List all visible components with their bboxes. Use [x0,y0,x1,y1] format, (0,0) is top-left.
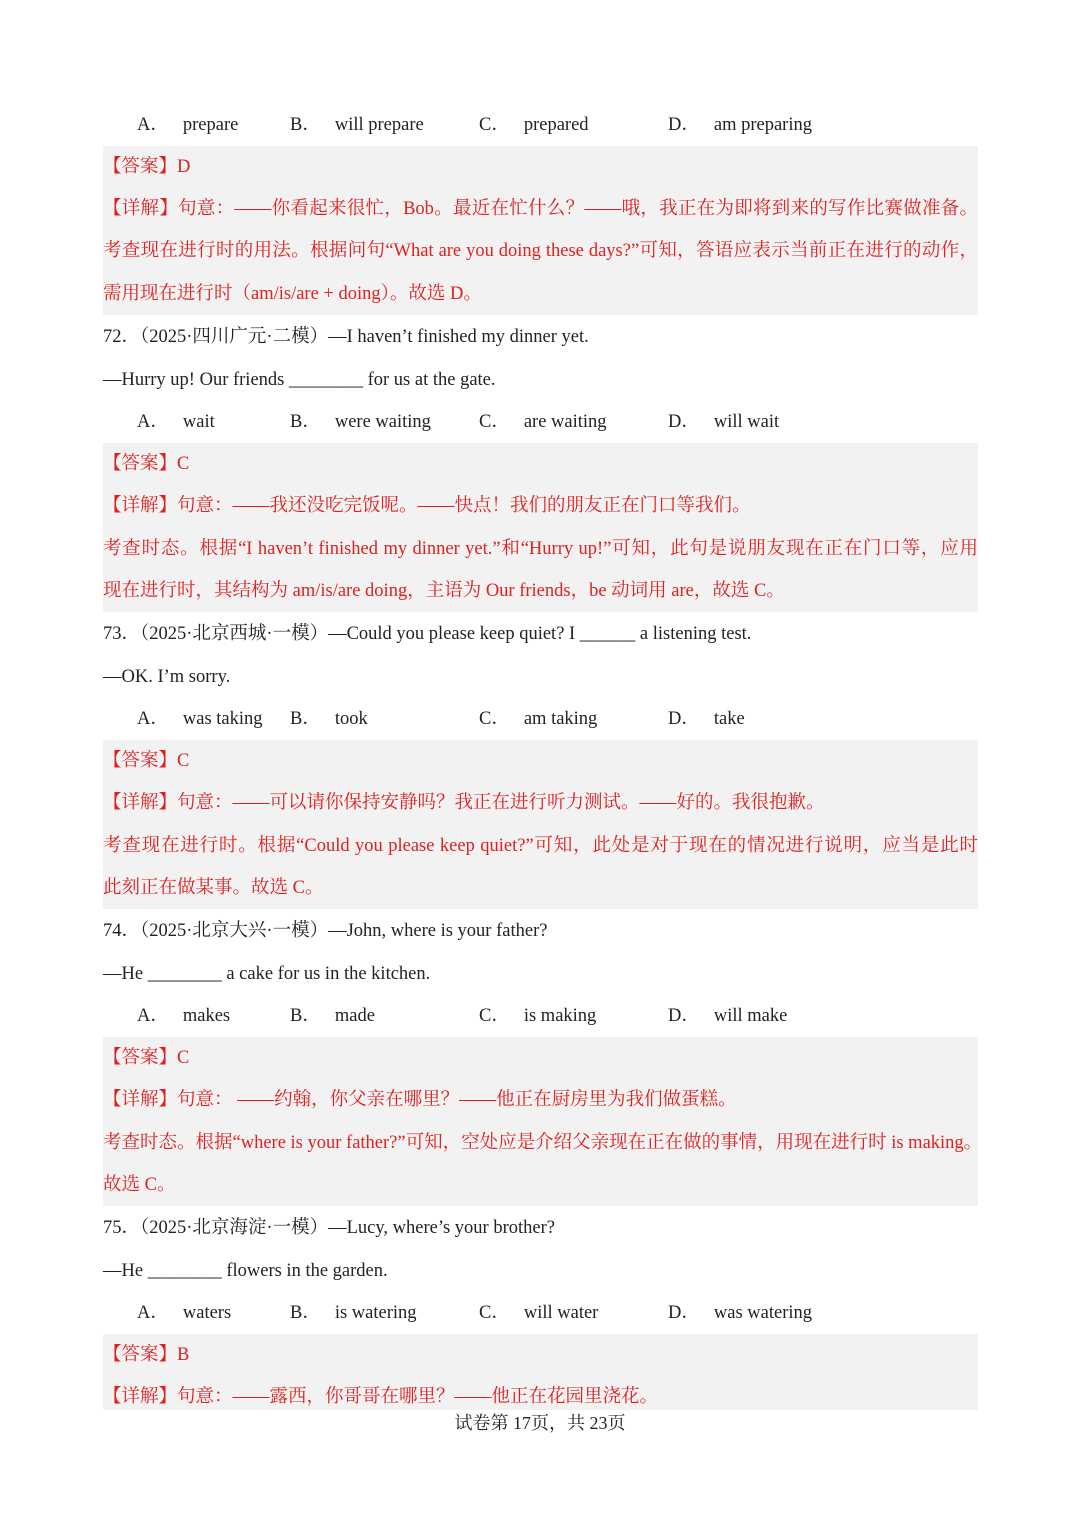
q71-answer: 【答案】D [103,157,191,177]
q74-answer: 【答案】C [103,1048,190,1068]
q74-options [103,1004,978,1028]
q75-option-d: D． was watering [668,1303,812,1323]
q74-answer-box [103,1037,983,1206]
q75-options [103,1301,978,1325]
q75-answer: 【答案】B [103,1345,190,1365]
q71-detail-line: 考查现在进行时的用法。根据问句“What are you doing these days?”可知，答语应表示当前正在进行的动作， [103,241,978,261]
q75-detail-line: 【详解】句意：——露西，你哥哥在哪里？——他正在花园里浇花。 [103,1387,659,1407]
q71-option-b: B． will prepare [290,115,424,135]
q74-detail-line: 故选 C。 [103,1175,176,1195]
q74-option-c: C． is making [479,1006,597,1026]
q73-option-c: C． am taking [479,709,598,729]
q74-detail-line: 考查时态。根据“where is your father?”可知，空处应是介绍父亲现在正在做的事情，用现在进行时 is making。 [103,1133,983,1153]
q73-detail-line: 此刻正在做某事。故选 C。 [103,878,324,898]
q74-stem-reply: —He ________ a cake for us in the kitchen. [103,964,431,984]
q72-detail-line: 考查时态。根据“I haven’t finished my dinner yet.”和“Hurry up!”可知，此句是说朋友现在正在门口等，应用 [103,539,978,559]
q72-answer-box [103,443,978,612]
q71-option-a: A． prepare [137,115,239,135]
q73-option-d: D． take [668,709,745,729]
q72-answer: 【答案】C [103,454,190,474]
q73-option-a: A． was taking [137,709,263,729]
q72-option-a: A． wait [137,412,215,432]
q73-options [103,707,978,731]
q75-option-c: C． will water [479,1303,599,1323]
q71-option-c: C． prepared [479,115,589,135]
q72-option-c: C． are waiting [479,412,607,432]
q75-answer-box [103,1334,978,1410]
q71-detail-line: 【详解】句意：——你看起来很忙，Bob。最近在忙什么？——哦，我正在为即将到来的写作比赛做准备。 [103,199,978,219]
q74-detail-line: 【详解】句意： ——约翰，你父亲在哪里？——他正在厨房里为我们做蛋糕。 [103,1090,737,1110]
q75-option-a: A． waters [137,1303,232,1323]
q73-detail-line: 考查现在进行时。根据“Could you please keep quiet?”可知，此处是对于现在的情况进行说明，应当是此时 [103,836,978,856]
q72-option-d: D． will wait [668,412,780,432]
q74-option-d: D． will make [668,1006,788,1026]
q73-answer-box [103,740,978,909]
page-footer: 试卷第 17页，共 23页 [454,1413,626,1433]
q74-stem: 74．（2025·北京大兴·一模）—John, where is your father? [103,921,548,941]
q72-stem: 72．（2025·四川广元·二模）—I haven’t finished my dinner yet. [103,327,589,347]
q71-options [103,113,978,137]
q72-options [103,410,978,434]
q72-detail-line: 现在进行时，其结构为 am/is/are doing，主语为 Our friends，be 动词用 are，故选 C。 [103,581,785,601]
q75-option-b: B． is watering [290,1303,417,1323]
q72-detail-line: 【详解】句意：——我还没吃完饭呢。——快点！我们的朋友正在门口等我们。 [103,496,751,516]
q73-detail-line: 【详解】句意：——可以请你保持安静吗？我正在进行听力测试。——好的。我很抱歉。 [103,793,825,813]
q73-answer: 【答案】C [103,751,190,771]
q73-stem-reply: —OK. I’m sorry. [103,667,231,687]
q71-answer-box [103,146,978,315]
q75-stem: 75．（2025·北京海淀·一模）—Lucy, where’s your brother? [103,1218,555,1238]
q73-option-b: B． took [290,709,368,729]
q74-option-a: A． makes [137,1006,231,1026]
q73-stem: 73．（2025·北京西城·一模）—Could you please keep quiet? I ______ a listening test. [103,624,752,644]
q72-stem-reply: —Hurry up! Our friends ________ for us at the gate. [103,370,496,390]
q72-option-b: B． were waiting [290,412,431,432]
q71-detail-line: 需用现在进行时（am/is/are + doing）。故选 D。 [103,284,482,304]
q71-option-d: D． am preparing [668,115,812,135]
q74-option-b: B． made [290,1006,375,1026]
q75-stem-reply: —He ________ flowers in the garden. [103,1261,388,1281]
